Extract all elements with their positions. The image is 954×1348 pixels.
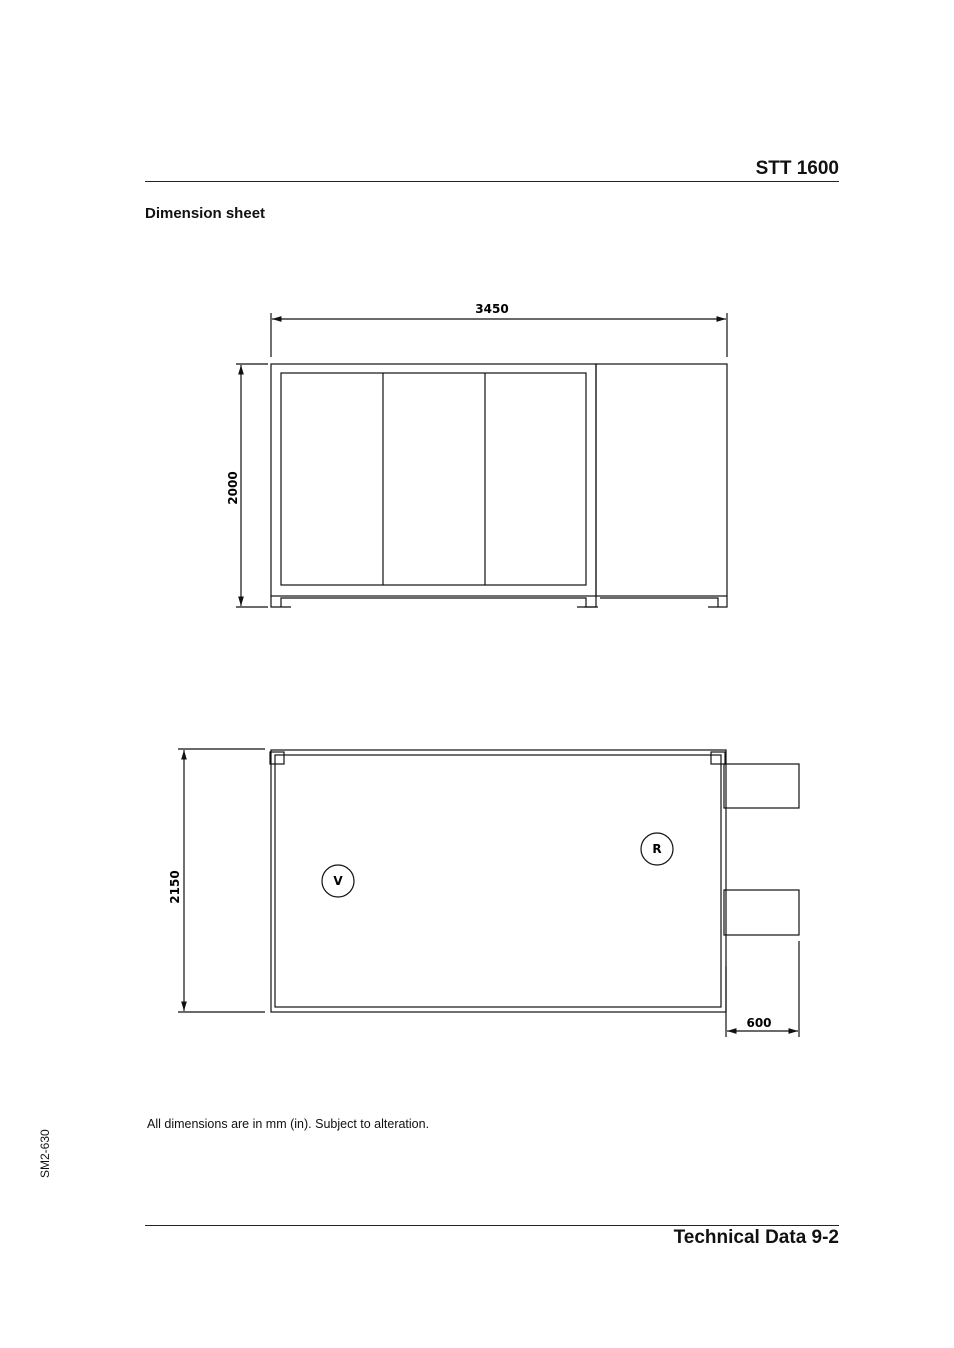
footer-rule [145,1225,839,1226]
cabinet-outline [271,364,596,596]
marker-v-label: V [333,874,343,888]
dimension-note: All dimensions are in mm (in). Subject to alteration. [147,1117,430,1131]
marker-r-label: R [652,842,662,856]
width-label: 3450 [475,302,509,316]
corner-post-left [270,752,284,764]
cabinet-base-legs [271,596,596,607]
top-view [178,749,799,1037]
front-view [236,313,727,607]
side-box-lower [724,890,799,935]
depth-label: 2150 [168,870,182,904]
side-module-base [600,596,727,607]
side-box-upper [724,764,799,808]
document-title: STT 1600 [755,158,839,179]
side-module-outline [596,364,727,596]
height-label: 2000 [226,471,240,505]
footer-title: Technical Data 9-2 [673,1227,839,1248]
corner-post-right [711,752,725,764]
door-panel-frame [281,373,586,585]
extension-label: 600 [746,1016,772,1030]
section-heading: Dimension sheet [145,205,266,222]
document-code: SM2-630 [38,1129,52,1178]
